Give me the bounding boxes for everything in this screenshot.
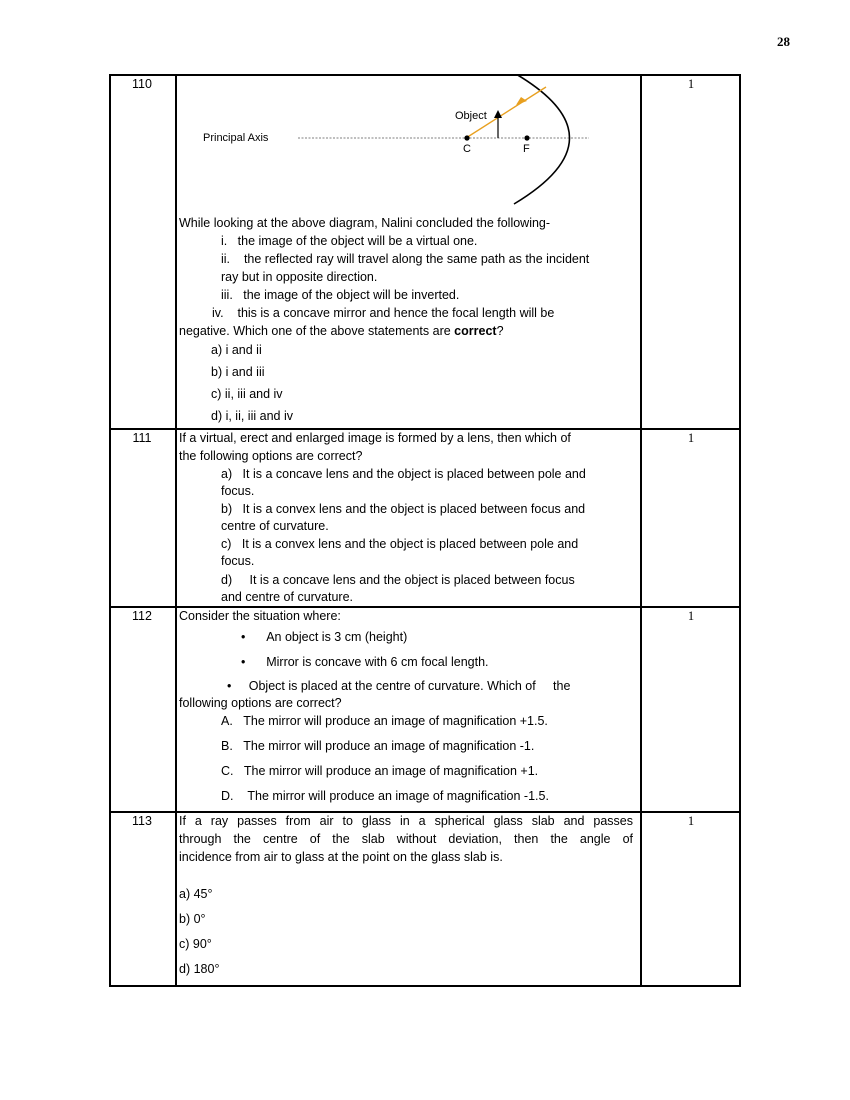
c-label: C — [463, 143, 471, 155]
question-number: 113 — [132, 814, 152, 828]
question-text: the following options are correct? — [179, 449, 363, 463]
question-text: following options are correct? — [179, 696, 342, 710]
marks: 1 — [687, 77, 695, 91]
statement-item: iii. the image of the object will be inverted. — [221, 288, 460, 302]
option-c-continued: focus. — [221, 554, 255, 568]
option-c: C. The mirror will produce an image of magnification +1. — [221, 764, 539, 778]
option-a-continued: focus. — [221, 484, 255, 498]
statement-item: i. the image of the object will be a virtual one. — [221, 234, 478, 248]
concave-mirror-curve — [514, 74, 570, 204]
option-b: B. The mirror will produce an image of magnification -1. — [221, 739, 535, 753]
question-113-row — [109, 811, 741, 985]
object-arrow-head — [494, 110, 502, 118]
f-label: F — [523, 143, 530, 155]
option-a: a) i and ii — [211, 343, 262, 357]
option-a: a) It is a concave lens and the object is placed between pole and — [221, 467, 586, 481]
marks: 1 — [687, 814, 695, 828]
option-b-continued: centre of curvature. — [221, 519, 329, 533]
statement-item-continued: ray but in opposite direction. — [221, 270, 378, 284]
ray-arrow-head — [516, 97, 527, 105]
point-f — [524, 135, 529, 140]
concave-mirror-diagram — [194, 74, 644, 209]
option-c: c) ii, iii and iv — [211, 387, 283, 401]
question-text: If a virtual, erect and enlarged image is formed by a lens, then which of — [179, 431, 571, 445]
question-text: negative. Which one of the above statements are correct? — [179, 324, 504, 338]
option-d: D. The mirror will produce an image of magnification -1.5. — [221, 789, 549, 803]
option-b: b) i and iii — [211, 365, 265, 379]
question-112-row — [109, 606, 741, 811]
option-a: A. The mirror will produce an image of magnification +1.5. — [221, 714, 548, 728]
question-number: 110 — [132, 77, 152, 91]
question-text: incidence from air to glass at the point on the glass slab is. — [179, 850, 503, 864]
option-d: d) i, ii, iii and iv — [211, 409, 293, 423]
object-label: Object — [455, 110, 487, 122]
option-c: c) It is a convex lens and the object is placed between pole and — [221, 537, 579, 551]
question-number: 112 — [132, 609, 152, 623]
option-d-continued: and centre of curvature. — [221, 590, 354, 604]
question-number: 111 — [132, 431, 152, 445]
statement-item: ii. the reflected ray will travel along the same path as the incident — [221, 252, 590, 266]
page-number: 28 — [777, 34, 790, 49]
option-d: d) It is a concave lens and the object is placed between focus — [221, 573, 575, 587]
option-a: a) 45° — [179, 887, 213, 901]
question-111-row — [109, 428, 741, 606]
option-c: c) 90° — [179, 937, 212, 951]
point-c — [464, 135, 469, 140]
bullet-item: • An object is 3 cm (height) — [241, 630, 408, 644]
bullet-item: • Mirror is concave with 6 cm focal length. — [241, 655, 489, 669]
option-b: b) 0° — [179, 912, 206, 926]
question-110-row — [109, 74, 741, 428]
question-text: through the centre of the slab without deviation, then the angle of — [179, 832, 633, 846]
marks: 1 — [687, 431, 695, 445]
principal-axis-label: Principal Axis — [203, 132, 269, 144]
marks: 1 — [687, 609, 695, 623]
question-intro: Consider the situation where: — [179, 609, 341, 623]
option-d: d) 180° — [179, 962, 220, 976]
question-intro: While looking at the above diagram, Nalini concluded the following- — [179, 216, 551, 230]
bullet-item: • Object is placed at the centre of curvature. Which of the — [227, 679, 571, 693]
option-b: b) It is a convex lens and the object is placed between focus and — [221, 502, 586, 516]
question-text: If a ray passes from air to glass in a spherical glass slab and passes — [179, 814, 633, 828]
statement-item: iv. this is a concave mirror and hence the focal length will be — [212, 306, 555, 320]
